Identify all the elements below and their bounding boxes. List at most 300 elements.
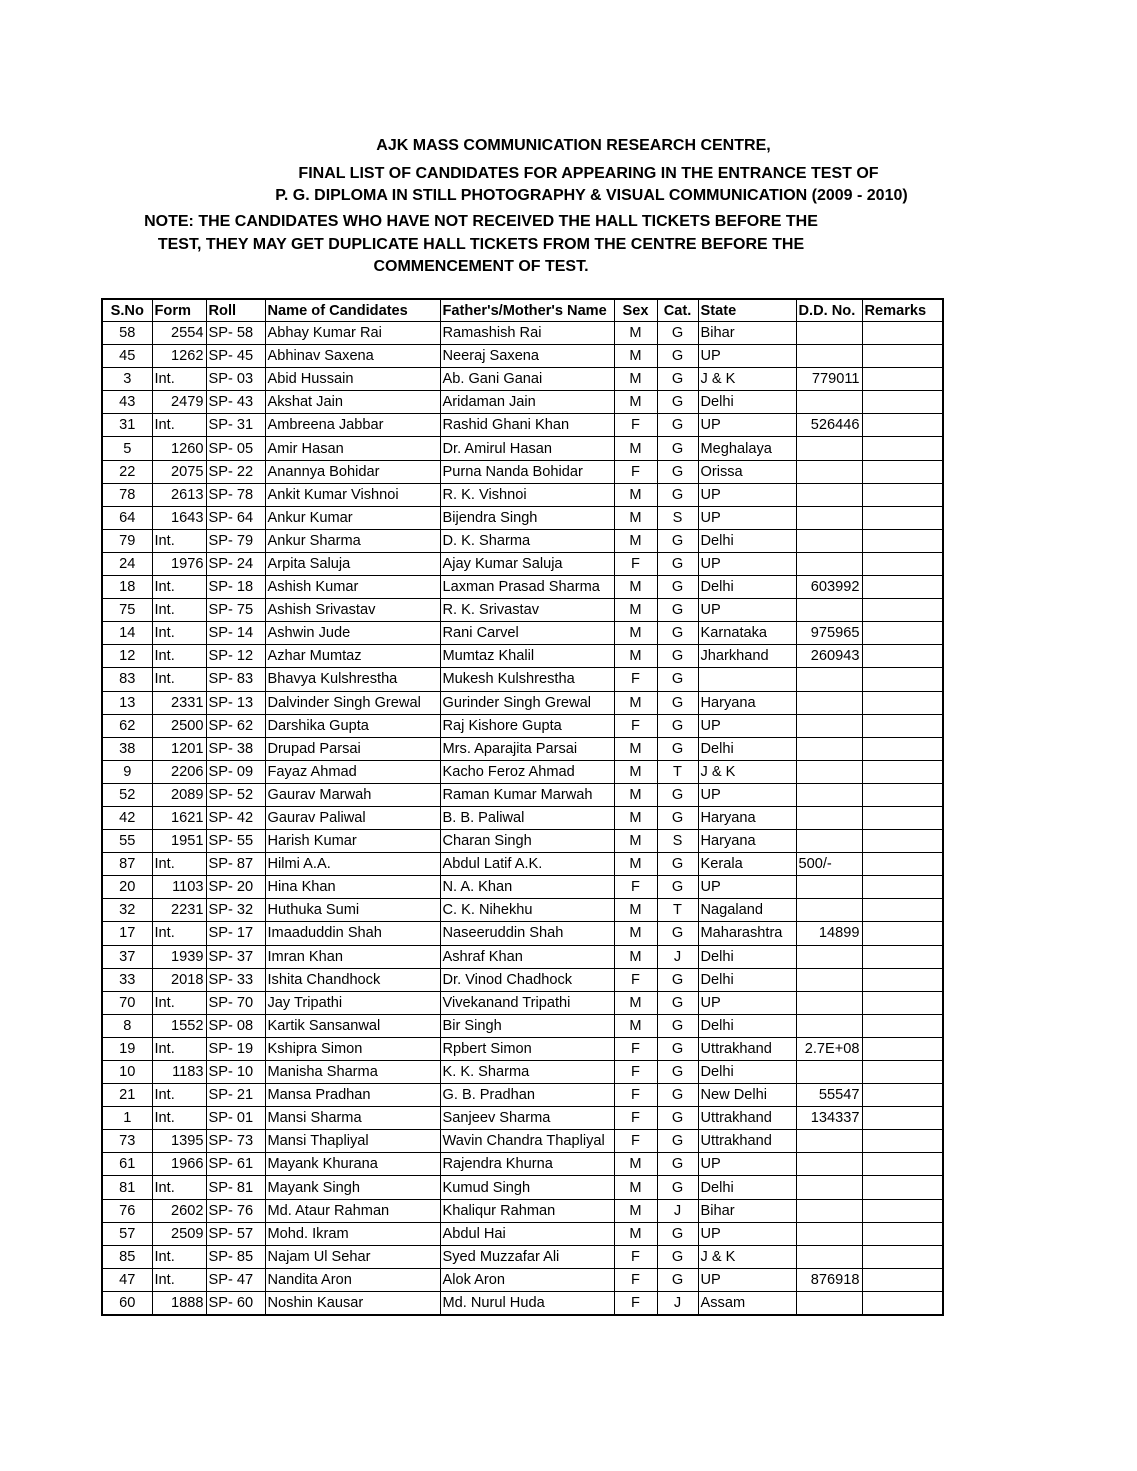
cell-roll: SP- 64 (206, 506, 265, 529)
cell-remarks (862, 945, 943, 968)
cell-dd-no (796, 806, 862, 829)
cell-sno: 78 (102, 483, 152, 506)
cell-name: Mayank Singh (265, 1176, 440, 1199)
cell-name: Ashish Srivastav (265, 599, 440, 622)
cell-sex: M (614, 691, 657, 714)
cell-remarks (862, 1222, 943, 1245)
cell-remarks (862, 1037, 943, 1060)
cell-sno: 31 (102, 414, 152, 437)
table-row (102, 899, 943, 922)
cell-form: 1183 (152, 1061, 206, 1084)
cell-parent-name: Rashid Ghani Khan (440, 414, 614, 437)
cell-name: Mansi Sharma (265, 1107, 440, 1130)
cell-name: Azhar Mumtaz (265, 645, 440, 668)
table-header-row (102, 299, 943, 322)
cell-name: Gaurav Paliwal (265, 806, 440, 829)
cell-form: 1939 (152, 945, 206, 968)
cell-dd-no (796, 460, 862, 483)
cell-name: Abhay Kumar Rai (265, 322, 440, 345)
cell-sex: M (614, 437, 657, 460)
column-header-state: State (698, 299, 796, 322)
cell-category: T (657, 760, 698, 783)
cell-category: G (657, 691, 698, 714)
table-row (102, 1291, 943, 1315)
cell-category: G (657, 345, 698, 368)
table-row (102, 830, 943, 853)
table-row (102, 1268, 943, 1291)
cell-form: Int. (152, 645, 206, 668)
cell-state: J & K (698, 1245, 796, 1268)
cell-name: Ankit Kumar Vishnoi (265, 483, 440, 506)
table-row (102, 576, 943, 599)
cell-remarks (862, 1291, 943, 1315)
cell-remarks (862, 668, 943, 691)
cell-remarks (862, 1130, 943, 1153)
cell-sno: 8 (102, 1014, 152, 1037)
cell-sno: 33 (102, 968, 152, 991)
table-row (102, 853, 943, 876)
cell-category: G (657, 1130, 698, 1153)
cell-category: G (657, 876, 698, 899)
cell-sno: 3 (102, 368, 152, 391)
cell-form: Int. (152, 922, 206, 945)
cell-roll: SP- 24 (206, 552, 265, 575)
cell-state: Haryana (698, 691, 796, 714)
cell-state: Uttrakhand (698, 1107, 796, 1130)
cell-sno: 55 (102, 830, 152, 853)
cell-category: G (657, 1084, 698, 1107)
column-header-sno: S.No (102, 299, 152, 322)
cell-parent-name: Ashraf Khan (440, 945, 614, 968)
cell-remarks (862, 760, 943, 783)
cell-dd-no (796, 437, 862, 460)
cell-sno: 87 (102, 853, 152, 876)
table-body (102, 322, 943, 1316)
cell-form: 1966 (152, 1153, 206, 1176)
cell-form: 2613 (152, 483, 206, 506)
cell-form: 2331 (152, 691, 206, 714)
cell-parent-name: Charan Singh (440, 830, 614, 853)
cell-state: Bihar (698, 1199, 796, 1222)
cell-state: Delhi (698, 529, 796, 552)
cell-category: G (657, 483, 698, 506)
cell-parent-name: Wavin Chandra Thapliyal (440, 1130, 614, 1153)
cell-remarks (862, 1153, 943, 1176)
cell-parent-name: Sanjeev Sharma (440, 1107, 614, 1130)
cell-dd-no (796, 968, 862, 991)
table-row (102, 391, 943, 414)
cell-roll: SP- 20 (206, 876, 265, 899)
cell-remarks (862, 806, 943, 829)
cell-roll: SP- 33 (206, 968, 265, 991)
cell-name: Harish Kumar (265, 830, 440, 853)
cell-parent-name: Kumud Singh (440, 1176, 614, 1199)
table-row (102, 1037, 943, 1060)
cell-state: UP (698, 414, 796, 437)
cell-sno: 83 (102, 668, 152, 691)
cell-remarks (862, 1107, 943, 1130)
cell-sno: 37 (102, 945, 152, 968)
cell-category: G (657, 414, 698, 437)
cell-sno: 76 (102, 1199, 152, 1222)
cell-sno: 70 (102, 991, 152, 1014)
table-row (102, 1245, 943, 1268)
cell-sex: M (614, 737, 657, 760)
cell-sex: F (614, 1107, 657, 1130)
cell-dd-no (796, 1176, 862, 1199)
cell-sno: 22 (102, 460, 152, 483)
cell-sex: M (614, 760, 657, 783)
cell-sex: M (614, 599, 657, 622)
cell-sex: F (614, 968, 657, 991)
cell-dd-no (796, 1014, 862, 1037)
cell-form: 1395 (152, 1130, 206, 1153)
cell-sex: M (614, 991, 657, 1014)
cell-category: G (657, 1107, 698, 1130)
cell-name: Huthuka Sumi (265, 899, 440, 922)
cell-sex: M (614, 1222, 657, 1245)
cell-dd-no: 500/- (796, 853, 862, 876)
cell-sno: 20 (102, 876, 152, 899)
table-row (102, 1153, 943, 1176)
cell-parent-name: Ajay Kumar Saluja (440, 552, 614, 575)
cell-parent-name: Ramashish Rai (440, 322, 614, 345)
cell-category: J (657, 945, 698, 968)
cell-sex: F (614, 1061, 657, 1084)
cell-roll: SP- 83 (206, 668, 265, 691)
table-row (102, 691, 943, 714)
cell-remarks (862, 529, 943, 552)
cell-form: 1260 (152, 437, 206, 460)
column-header-parent-name: Father's/Mother's Name (440, 299, 614, 322)
cell-category: S (657, 830, 698, 853)
cell-sex: M (614, 1199, 657, 1222)
cell-state: Haryana (698, 806, 796, 829)
column-header-roll: Roll (206, 299, 265, 322)
cell-roll: SP- 03 (206, 368, 265, 391)
cell-dd-no (796, 391, 862, 414)
table-row (102, 922, 943, 945)
cell-parent-name: C. K. Nihekhu (440, 899, 614, 922)
cell-state: Nagaland (698, 899, 796, 922)
cell-parent-name: R. K. Srivastav (440, 599, 614, 622)
cell-parent-name: Kacho Feroz Ahmad (440, 760, 614, 783)
cell-roll: SP- 12 (206, 645, 265, 668)
cell-sno: 24 (102, 552, 152, 575)
cell-parent-name: Ab. Gani Ganai (440, 368, 614, 391)
cell-form: Int. (152, 991, 206, 1014)
cell-category: S (657, 506, 698, 529)
cell-roll: SP- 85 (206, 1245, 265, 1268)
cell-sex: M (614, 483, 657, 506)
cell-remarks (862, 830, 943, 853)
cell-category: G (657, 645, 698, 668)
cell-dd-no (796, 691, 862, 714)
cell-roll: SP- 79 (206, 529, 265, 552)
cell-sno: 45 (102, 345, 152, 368)
cell-form: 2231 (152, 899, 206, 922)
table-row (102, 1199, 943, 1222)
cell-category: G (657, 922, 698, 945)
cell-category: G (657, 1268, 698, 1291)
cell-state: UP (698, 1153, 796, 1176)
cell-state: UP (698, 552, 796, 575)
cell-state: Delhi (698, 1014, 796, 1037)
institution-title: AJK MASS COMMUNICATION RESEARCH CENTRE, (376, 137, 771, 154)
cell-form: Int. (152, 599, 206, 622)
note-line-3: COMMENCEMENT OF TEST. (373, 258, 589, 275)
cell-name: Kshipra Simon (265, 1037, 440, 1060)
table-row (102, 529, 943, 552)
cell-category: G (657, 552, 698, 575)
cell-state: J & K (698, 760, 796, 783)
cell-sex: M (614, 322, 657, 345)
cell-sno: 38 (102, 737, 152, 760)
cell-remarks (862, 552, 943, 575)
cell-form: 2509 (152, 1222, 206, 1245)
cell-state: Delhi (698, 391, 796, 414)
cell-sno: 18 (102, 576, 152, 599)
table-row (102, 1130, 943, 1153)
cell-remarks (862, 876, 943, 899)
cell-parent-name: Rpbert Simon (440, 1037, 614, 1060)
cell-parent-name: Mukesh Kulshrestha (440, 668, 614, 691)
table-row (102, 1107, 943, 1130)
cell-sno: 1 (102, 1107, 152, 1130)
cell-form: 1201 (152, 737, 206, 760)
cell-dd-no (796, 945, 862, 968)
cell-sno: 5 (102, 437, 152, 460)
cell-sex: F (614, 1245, 657, 1268)
cell-form: Int. (152, 576, 206, 599)
cell-sex: M (614, 806, 657, 829)
cell-roll: SP- 87 (206, 853, 265, 876)
table-row (102, 714, 943, 737)
cell-dd-no (796, 1153, 862, 1176)
table-row (102, 806, 943, 829)
cell-parent-name: B. B. Paliwal (440, 806, 614, 829)
cell-form: Int. (152, 1176, 206, 1199)
cell-state: UP (698, 506, 796, 529)
cell-sno: 57 (102, 1222, 152, 1245)
cell-parent-name: Purna Nanda Bohidar (440, 460, 614, 483)
cell-parent-name: D. K. Sharma (440, 529, 614, 552)
cell-sno: 64 (102, 506, 152, 529)
cell-sex: F (614, 1084, 657, 1107)
cell-state: UP (698, 483, 796, 506)
cell-category: G (657, 1222, 698, 1245)
cell-category: J (657, 1291, 698, 1315)
cell-dd-no: 526446 (796, 414, 862, 437)
cell-dd-no: 55547 (796, 1084, 862, 1107)
cell-roll: SP- 38 (206, 737, 265, 760)
table-row (102, 1176, 943, 1199)
table-row (102, 1014, 943, 1037)
cell-remarks (862, 1268, 943, 1291)
table-row (102, 437, 943, 460)
cell-parent-name: Naseeruddin Shah (440, 922, 614, 945)
cell-roll: SP- 18 (206, 576, 265, 599)
cell-form: 1103 (152, 876, 206, 899)
cell-category: G (657, 322, 698, 345)
cell-parent-name: K. K. Sharma (440, 1061, 614, 1084)
cell-roll: SP- 13 (206, 691, 265, 714)
table-row (102, 552, 943, 575)
cell-roll: SP- 62 (206, 714, 265, 737)
cell-sno: 73 (102, 1130, 152, 1153)
cell-name: Mansa Pradhan (265, 1084, 440, 1107)
cell-state: UP (698, 1222, 796, 1245)
cell-sex: F (614, 1130, 657, 1153)
table-row (102, 322, 943, 345)
cell-parent-name: Md. Nurul Huda (440, 1291, 614, 1315)
cell-form: Int. (152, 368, 206, 391)
cell-roll: SP- 73 (206, 1130, 265, 1153)
cell-form: 2075 (152, 460, 206, 483)
cell-roll: SP- 14 (206, 622, 265, 645)
cell-name: Dalvinder Singh Grewal (265, 691, 440, 714)
table-row (102, 460, 943, 483)
cell-roll: SP- 61 (206, 1153, 265, 1176)
cell-sex: M (614, 529, 657, 552)
cell-name: Akshat Jain (265, 391, 440, 414)
cell-parent-name: Laxman Prasad Sharma (440, 576, 614, 599)
column-header-category: Cat. (657, 299, 698, 322)
cell-form: Int. (152, 1245, 206, 1268)
cell-sex: F (614, 1037, 657, 1060)
cell-remarks (862, 1199, 943, 1222)
cell-remarks (862, 345, 943, 368)
cell-name: Hina Khan (265, 876, 440, 899)
cell-name: Amir Hasan (265, 437, 440, 460)
cell-parent-name: Abdul Latif A.K. (440, 853, 614, 876)
cell-parent-name: Rajendra Khurna (440, 1153, 614, 1176)
cell-name: Kartik Sansanwal (265, 1014, 440, 1037)
cell-sex: M (614, 1153, 657, 1176)
cell-dd-no (796, 830, 862, 853)
cell-form: Int. (152, 853, 206, 876)
cell-dd-no (796, 529, 862, 552)
cell-roll: SP- 19 (206, 1037, 265, 1060)
column-header-remarks: Remarks (862, 299, 943, 322)
cell-category: G (657, 1061, 698, 1084)
cell-category: G (657, 737, 698, 760)
cell-sno: 32 (102, 899, 152, 922)
cell-dd-no (796, 737, 862, 760)
cell-form: 2500 (152, 714, 206, 737)
cell-parent-name: N. A. Khan (440, 876, 614, 899)
cell-remarks (862, 691, 943, 714)
cell-sno: 12 (102, 645, 152, 668)
cell-name: Ankur Sharma (265, 529, 440, 552)
column-header-form: Form (152, 299, 206, 322)
cell-state: Delhi (698, 1176, 796, 1199)
cell-name: Noshin Kausar (265, 1291, 440, 1315)
cell-category: G (657, 460, 698, 483)
cell-parent-name: Bijendra Singh (440, 506, 614, 529)
cell-name: Ambreena Jabbar (265, 414, 440, 437)
cell-form: Int. (152, 1084, 206, 1107)
cell-sno: 62 (102, 714, 152, 737)
cell-remarks (862, 322, 943, 345)
cell-form: Int. (152, 529, 206, 552)
cell-sex: F (614, 1291, 657, 1315)
cell-sex: F (614, 668, 657, 691)
cell-parent-name: Bir Singh (440, 1014, 614, 1037)
cell-state: Bihar (698, 322, 796, 345)
cell-form: 2479 (152, 391, 206, 414)
cell-remarks (862, 622, 943, 645)
cell-sno: 47 (102, 1268, 152, 1291)
cell-sex: M (614, 368, 657, 391)
table-row (102, 368, 943, 391)
cell-remarks (862, 599, 943, 622)
cell-state: UP (698, 714, 796, 737)
cell-remarks (862, 460, 943, 483)
cell-roll: SP- 57 (206, 1222, 265, 1245)
note-line-2: TEST, THEY MAY GET DUPLICATE HALL TICKETS FROM THE CENTRE BEFORE THE (157, 235, 805, 253)
cell-dd-no: 876918 (796, 1268, 862, 1291)
cell-sno: 21 (102, 1084, 152, 1107)
cell-parent-name: Neeraj Saxena (440, 345, 614, 368)
cell-sno: 14 (102, 622, 152, 645)
cell-sno: 10 (102, 1061, 152, 1084)
candidates-table (101, 298, 944, 1316)
cell-roll: SP- 22 (206, 460, 265, 483)
cell-remarks (862, 899, 943, 922)
cell-remarks (862, 576, 943, 599)
cell-form: 1262 (152, 345, 206, 368)
cell-state: Haryana (698, 830, 796, 853)
cell-sex: F (614, 1268, 657, 1291)
cell-roll: SP- 21 (206, 1084, 265, 1107)
cell-state: Delhi (698, 1061, 796, 1084)
cell-sex: M (614, 506, 657, 529)
table-row (102, 991, 943, 1014)
cell-dd-no (796, 1130, 862, 1153)
cell-dd-no (796, 1061, 862, 1084)
cell-roll: SP- 55 (206, 830, 265, 853)
table-row (102, 506, 943, 529)
cell-dd-no (796, 506, 862, 529)
cell-state: UP (698, 991, 796, 1014)
cell-sno: 60 (102, 1291, 152, 1315)
cell-sex: F (614, 714, 657, 737)
cell-state: UP (698, 876, 796, 899)
note-line-1: NOTE: THE CANDIDATES WHO HAVE NOT RECEIVED THE HALL TICKETS BEFORE THE (144, 213, 818, 230)
table-row (102, 599, 943, 622)
cell-name: Ashwin Jude (265, 622, 440, 645)
cell-category: G (657, 1245, 698, 1268)
cell-category: G (657, 853, 698, 876)
cell-name: Md. Ataur Rahman (265, 1199, 440, 1222)
cell-sno: 61 (102, 1153, 152, 1176)
cell-name: Imaaduddin Shah (265, 922, 440, 945)
cell-sex: M (614, 783, 657, 806)
cell-roll: SP- 01 (206, 1107, 265, 1130)
cell-remarks (862, 1176, 943, 1199)
cell-form: Int. (152, 414, 206, 437)
cell-sex: M (614, 622, 657, 645)
hall-ticket-note (0, 211, 962, 279)
cell-parent-name: G. B. Pradhan (440, 1084, 614, 1107)
cell-form: Int. (152, 1268, 206, 1291)
cell-sno: 43 (102, 391, 152, 414)
cell-form: 2554 (152, 322, 206, 345)
cell-remarks (862, 922, 943, 945)
cell-name: Manisha Sharma (265, 1061, 440, 1084)
cell-sno: 79 (102, 529, 152, 552)
